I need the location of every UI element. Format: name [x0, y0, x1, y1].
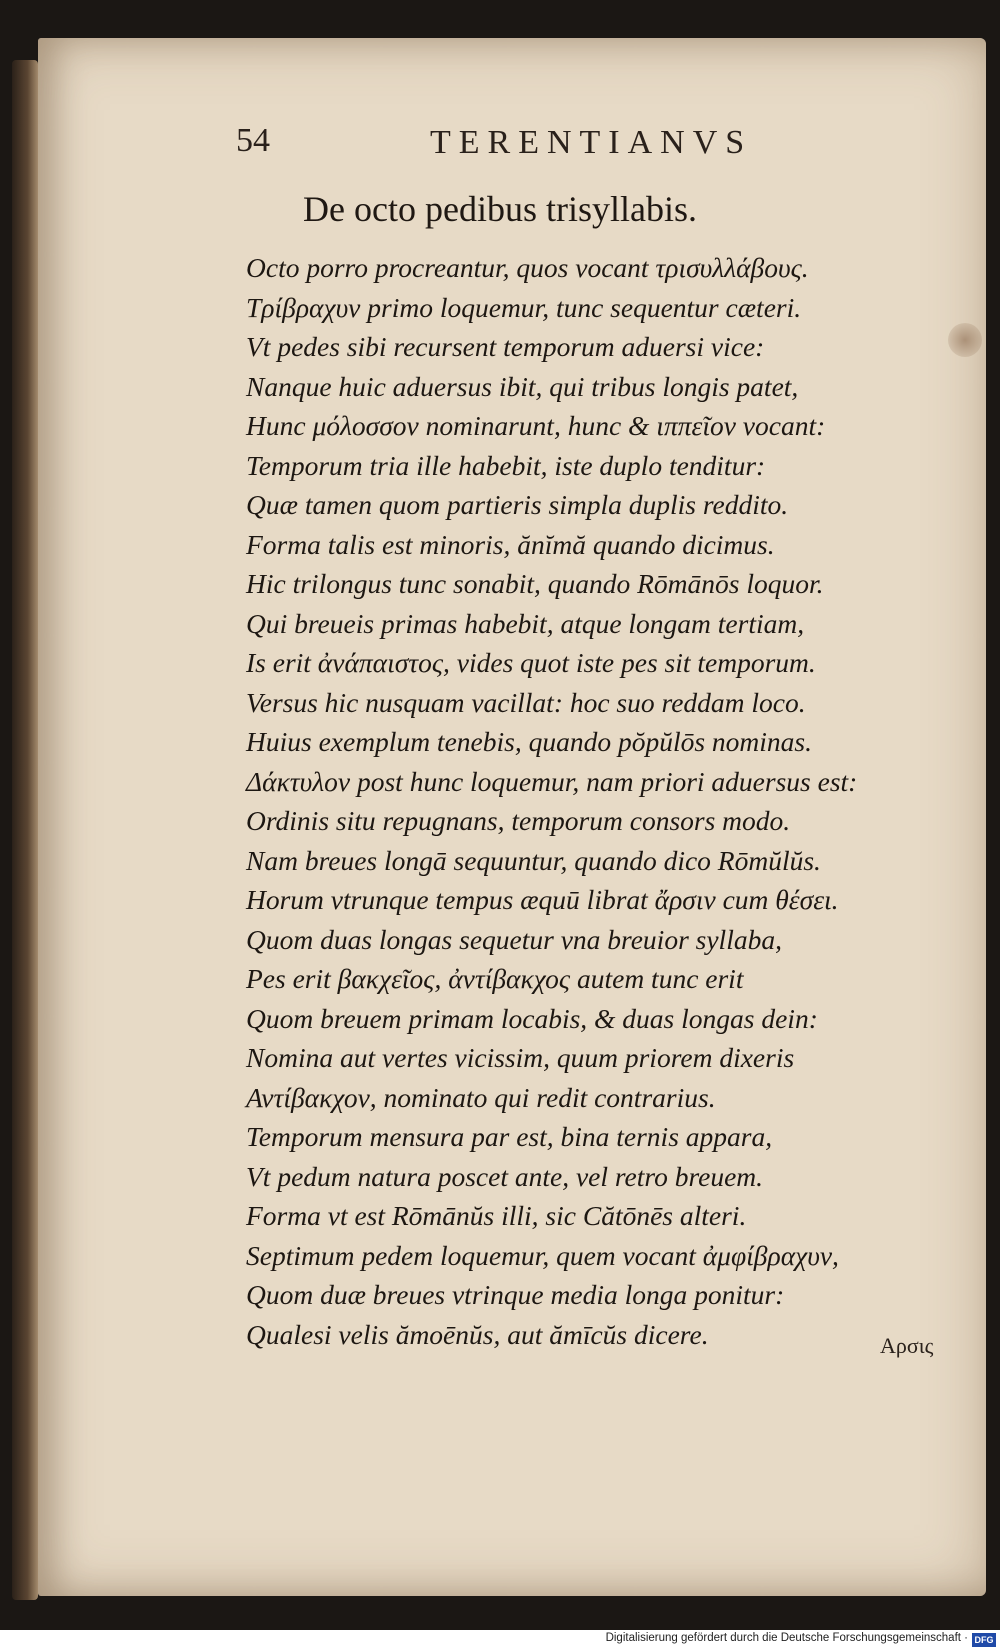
verse-line: Ordinis situ repugnans, temporum consors modo.	[246, 805, 791, 836]
verse-text	[246, 248, 966, 1354]
verse-line: Vt pedes sibi recursent temporum aduersi vice:	[246, 331, 765, 362]
verse-line: Temporum tria ille habebit, iste duplo tenditur:	[246, 449, 766, 481]
running-head	[0, 122, 1000, 172]
verse-line: Hunc μόλοσσον nominarunt, hunc & ιππεῖον vocant:	[246, 410, 826, 441]
verse-line: Quom breuem primam locabis, & duas longas dein:	[246, 1002, 818, 1034]
verse-line: Qui breueis primas habebit, atque longam tertiam,	[246, 607, 805, 639]
verse-line: Horum vtrunque tempus æquū librat ἄρσιν cum θέσει.	[246, 884, 839, 915]
verse-line: Septimum pedem loquemur, quem vocant ἀμφίβραχυν,	[246, 1239, 839, 1271]
verse-line: Pes erit βακχεῖος, ἀντίβακχος autem tunc erit	[246, 963, 744, 994]
dfg-logo: DFG	[972, 1633, 996, 1647]
verse-line: Octo porro procreantur, quos vocant τρισυλλάβους.	[246, 252, 809, 283]
verse-line: Forma talis est minoris, ănĭmă quando dicimus.	[246, 528, 775, 560]
verse-line: Versus hic nusquam vacillat: hoc suo reddam loco.	[246, 686, 806, 718]
verse-line: Temporum mensura par est, bina ternis appara,	[246, 1121, 773, 1152]
digitization-footer	[0, 1630, 1000, 1651]
funding-credit: Digitalisierung gefördert durch die Deutsche Forschungsgemeinschaft ·	[605, 1632, 968, 1644]
verse-line: Quom duæ breues vtrinque media longa ponitur:	[246, 1279, 785, 1310]
verse-line: Δάκτυλον post hunc loquemur, nam priori aduersus est:	[246, 765, 858, 797]
catchword: Αρσις	[880, 1333, 934, 1358]
verse-line: Nanque huic aduersus ibit, qui tribus longis patet,	[246, 370, 799, 402]
verse-line: Is erit ἀνάπαιστος, vides quot iste pes sit temporum.	[246, 647, 816, 678]
verse-line: Qualesi velis ămoēnŭs, aut ămīcŭs dicere.	[246, 1318, 709, 1350]
verse-line: Vt pedum natura poscet ante, vel retro breuem.	[246, 1160, 764, 1192]
verse-line: Quom duas longas sequetur vna breuior syllaba,	[246, 923, 782, 955]
verse-line: Nam breues longā sequuntur, quando dico Rōmŭlŭs.	[246, 844, 821, 876]
verse-line: Quæ tamen quom partieris simpla duplis reddito.	[246, 489, 789, 520]
verse-line: Αντίβακχον, nominato qui redit contrarius.	[246, 1081, 716, 1113]
running-title: TERENTIANVS	[430, 124, 753, 161]
section-heading: De octo pedibus trisyllabis.	[303, 189, 697, 229]
verse-line: Τρίβραχυν primo loquemur, tunc sequentur cæteri.	[246, 291, 802, 323]
book-spine-edge	[12, 60, 38, 1600]
verse-line: Forma vt est Rōmānŭs illi, sic Cătōnēs alteri.	[246, 1200, 747, 1231]
page-number: 54	[236, 122, 270, 159]
verse-line: Nomina aut vertes vicissim, quum priorem dixeris	[246, 1042, 795, 1073]
verse-line: Huius exemplum tenebis, quando pŏpŭlōs nominas.	[246, 726, 812, 757]
verse-line: Hic trilongus tunc sonabit, quando Rōmānōs loquor.	[246, 568, 824, 599]
